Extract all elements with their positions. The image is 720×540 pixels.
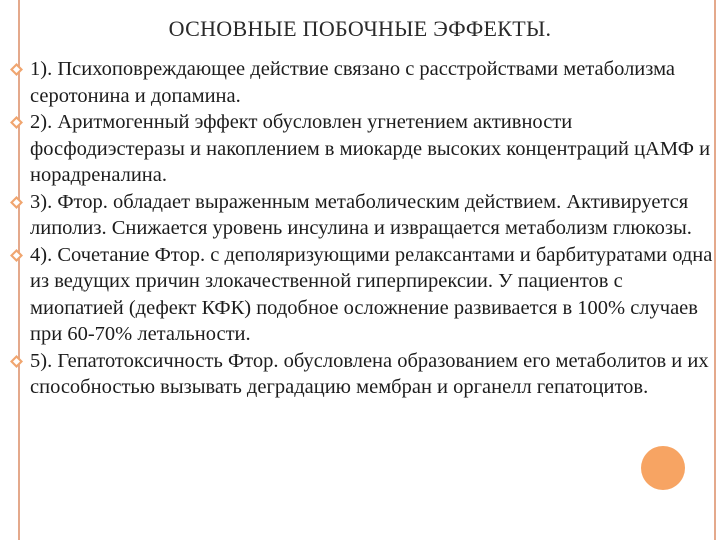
- bullet-list: [30, 56, 716, 401]
- bullet-item-2: [30, 109, 716, 189]
- bullet-item-4: [30, 242, 716, 348]
- bullet-item-5: [30, 348, 716, 401]
- diamond-bullet-icon: [10, 196, 23, 209]
- diamond-bullet-icon: [10, 249, 23, 262]
- bullet-text: 2). Аритмогенный эффект обусловлен угнетением активности фосфодиэстеразы и накоплением в миокарде высоких концентраций цАМФ и норадреналина.: [30, 111, 711, 186]
- diamond-bullet-icon: [10, 355, 23, 368]
- diamond-bullet-icon: [10, 63, 23, 76]
- bullet-text: 4). Сочетание Фтор. с деполяризующими релаксантами и барбитуратами одна из ведущих причин злокачественной гиперпирексии. У пациентов с миопатией (дефект КФК) подобное осложнение развивается в 100% случаев при 60-70% летальности.: [30, 243, 713, 345]
- bullet-text: 3). Фтор. обладает выраженным метаболическим действием. Активируется липолиз. Снижается уровень инсулина и извращается метаболизм глюкозы.: [30, 190, 692, 239]
- bullet-text: 1). Психоповреждающее действие связано с расстройствами метаболизма серотонина и допамина.: [30, 58, 676, 107]
- bullet-item-1: [30, 56, 716, 109]
- slide-title: ОСНОВНЫЕ ПОБОЧНЫЕ ЭФФЕКТЫ.: [168, 16, 552, 41]
- bullet-text: 5). Гепатотоксичность Фтор. обусловлена образованием его метаболитов и их способностью вызывать деградацию мембран и органелл гепатоцитов.: [30, 349, 709, 398]
- decorative-circle: [641, 446, 685, 490]
- bullet-item-3: [30, 189, 716, 242]
- left-accent-rule: [18, 0, 20, 540]
- diamond-bullet-icon: [10, 116, 23, 129]
